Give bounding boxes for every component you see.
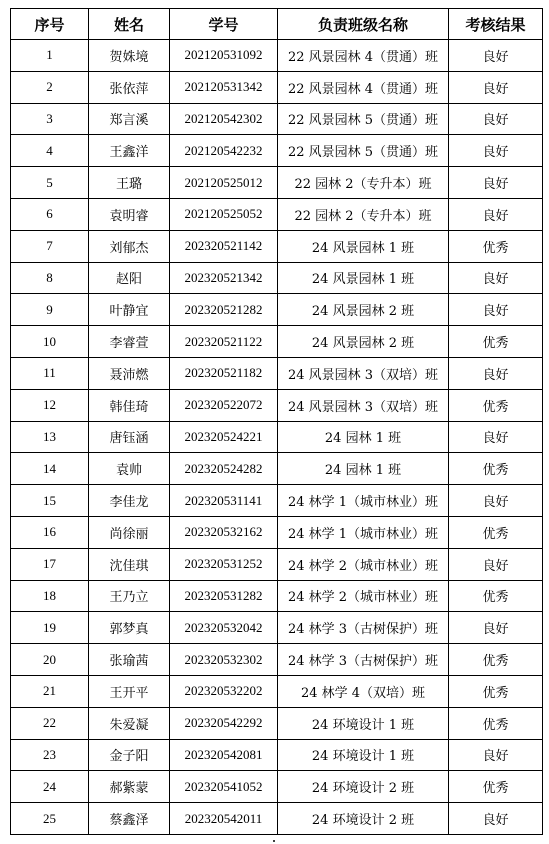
cell-class-name: 24 林学 2（城市林业）班 [278, 548, 449, 580]
header-student-id: 学号 [170, 9, 278, 40]
cell-result: 良好 [449, 485, 543, 517]
cell-result: 优秀 [449, 326, 543, 358]
cell-student-id: 202320542292 [170, 707, 278, 739]
header-row [11, 9, 543, 40]
cell-index: 1 [11, 40, 89, 72]
cell-student-id: 202320532042 [170, 612, 278, 644]
cell-name: 朱爱凝 [89, 707, 170, 739]
cell-result: 优秀 [449, 580, 543, 612]
cell-class-name: 24 林学 1（城市林业）班 [278, 516, 449, 548]
cell-class-name: 24 园林 1 班 [278, 421, 449, 453]
cell-class-name: 22 风景园林 5（贯通）班 [278, 135, 449, 167]
cell-name: 王璐 [89, 167, 170, 199]
cell-index: 25 [11, 803, 89, 835]
header-index: 序号 [11, 9, 89, 40]
cell-class-name: 22 园林 2（专升本）班 [278, 167, 449, 199]
cell-result: 优秀 [449, 516, 543, 548]
cell-class-name: 24 环境设计 1 班 [278, 739, 449, 771]
table-row [11, 739, 543, 771]
cell-result: 良好 [449, 40, 543, 72]
cell-name: 李睿萱 [89, 326, 170, 358]
cell-class-name: 24 风景园林 3（双培）班 [278, 389, 449, 421]
header-result: 考核结果 [449, 9, 543, 40]
cell-student-id: 202320541052 [170, 771, 278, 803]
cell-index: 15 [11, 485, 89, 517]
cell-class-name: 24 风景园林 1 班 [278, 262, 449, 294]
cell-student-id: 202120542232 [170, 135, 278, 167]
cell-index: 22 [11, 707, 89, 739]
table-row [11, 167, 543, 199]
table-row [11, 803, 543, 835]
cell-class-name: 24 林学 3（古树保护）班 [278, 612, 449, 644]
cell-index: 3 [11, 103, 89, 135]
table-row [11, 421, 543, 453]
cell-student-id: 202320521282 [170, 294, 278, 326]
cell-name: 郝紫蒙 [89, 771, 170, 803]
cell-name: 贺姝境 [89, 40, 170, 72]
table-row [11, 71, 543, 103]
cell-student-id: 202120525012 [170, 167, 278, 199]
cell-class-name: 24 风景园林 1 班 [278, 230, 449, 262]
cell-class-name: 22 风景园林 4（贯通）班 [278, 40, 449, 72]
cell-name: 聂沛燃 [89, 357, 170, 389]
cell-index: 17 [11, 548, 89, 580]
cell-result: 良好 [449, 262, 543, 294]
cell-index: 9 [11, 294, 89, 326]
cell-student-id: 202120531092 [170, 40, 278, 72]
table-row [11, 580, 543, 612]
cell-result: 良好 [449, 167, 543, 199]
table-row [11, 357, 543, 389]
cell-name: 郑言溪 [89, 103, 170, 135]
cell-class-name: 24 林学 2（城市林业）班 [278, 580, 449, 612]
cell-result: 良好 [449, 739, 543, 771]
cell-index: 10 [11, 326, 89, 358]
cell-result: 优秀 [449, 771, 543, 803]
table-row [11, 612, 543, 644]
cell-student-id: 202320532302 [170, 644, 278, 676]
table-row [11, 230, 543, 262]
cell-index: 12 [11, 389, 89, 421]
cell-name: 尚徐丽 [89, 516, 170, 548]
cell-name: 唐钰涵 [89, 421, 170, 453]
table-row [11, 262, 543, 294]
cell-student-id: 202320532162 [170, 516, 278, 548]
table-row [11, 485, 543, 517]
cell-class-name: 24 环境设计 2 班 [278, 803, 449, 835]
cell-student-id: 202320524282 [170, 453, 278, 485]
cell-student-id: 202320532202 [170, 675, 278, 707]
cell-student-id: 202320542081 [170, 739, 278, 771]
cell-result: 优秀 [449, 644, 543, 676]
cell-index: 16 [11, 516, 89, 548]
cell-student-id: 202320531252 [170, 548, 278, 580]
cell-name: 郭梦真 [89, 612, 170, 644]
cell-name: 袁明睿 [89, 198, 170, 230]
cell-student-id: 202320521142 [170, 230, 278, 262]
cell-result: 优秀 [449, 389, 543, 421]
cell-result: 良好 [449, 548, 543, 580]
cell-result: 良好 [449, 103, 543, 135]
cell-index: 11 [11, 357, 89, 389]
page-mark [273, 840, 275, 842]
cell-result: 优秀 [449, 675, 543, 707]
cell-name: 赵阳 [89, 262, 170, 294]
cell-result: 良好 [449, 803, 543, 835]
cell-class-name: 22 园林 2（专升本）班 [278, 198, 449, 230]
cell-name: 叶静宜 [89, 294, 170, 326]
cell-index: 4 [11, 135, 89, 167]
cell-result: 良好 [449, 357, 543, 389]
table-row [11, 548, 543, 580]
cell-name: 金子阳 [89, 739, 170, 771]
cell-name: 沈佳琪 [89, 548, 170, 580]
table-row [11, 103, 543, 135]
cell-index: 24 [11, 771, 89, 803]
cell-name: 李佳龙 [89, 485, 170, 517]
table-row [11, 675, 543, 707]
cell-student-id: 202120542302 [170, 103, 278, 135]
cell-result: 良好 [449, 71, 543, 103]
table-row [11, 198, 543, 230]
table-row [11, 453, 543, 485]
table-row [11, 135, 543, 167]
cell-name: 王鑫洋 [89, 135, 170, 167]
cell-index: 5 [11, 167, 89, 199]
cell-class-name: 24 环境设计 2 班 [278, 771, 449, 803]
cell-result: 良好 [449, 294, 543, 326]
cell-name: 韩佳琦 [89, 389, 170, 421]
cell-index: 8 [11, 262, 89, 294]
table-row [11, 389, 543, 421]
cell-class-name: 24 林学 1（城市林业）班 [278, 485, 449, 517]
cell-name: 蔡鑫泽 [89, 803, 170, 835]
cell-result: 优秀 [449, 453, 543, 485]
cell-student-id: 202320521182 [170, 357, 278, 389]
cell-student-id: 202120525052 [170, 198, 278, 230]
cell-result: 良好 [449, 421, 543, 453]
table-body [11, 40, 543, 835]
cell-result: 良好 [449, 135, 543, 167]
cell-class-name: 24 风景园林 3（双培）班 [278, 357, 449, 389]
cell-name: 王开平 [89, 675, 170, 707]
cell-student-id: 202320522072 [170, 389, 278, 421]
cell-index: 14 [11, 453, 89, 485]
cell-result: 优秀 [449, 707, 543, 739]
cell-class-name: 24 环境设计 1 班 [278, 707, 449, 739]
cell-index: 6 [11, 198, 89, 230]
cell-class-name: 22 风景园林 5（贯通）班 [278, 103, 449, 135]
cell-name: 张瑜茜 [89, 644, 170, 676]
cell-index: 13 [11, 421, 89, 453]
cell-index: 21 [11, 675, 89, 707]
cell-class-name: 24 林学 4（双培）班 [278, 675, 449, 707]
table-row [11, 516, 543, 548]
cell-class-name: 24 风景园林 2 班 [278, 326, 449, 358]
cell-name: 刘郁杰 [89, 230, 170, 262]
cell-student-id: 202320531141 [170, 485, 278, 517]
cell-name: 袁帅 [89, 453, 170, 485]
table-row [11, 771, 543, 803]
cell-class-name: 24 园林 1 班 [278, 453, 449, 485]
cell-student-id: 202320531282 [170, 580, 278, 612]
cell-index: 18 [11, 580, 89, 612]
header-class-name: 负责班级名称 [278, 9, 449, 40]
cell-student-id: 202320521342 [170, 262, 278, 294]
cell-name: 张依萍 [89, 71, 170, 103]
table-row [11, 326, 543, 358]
cell-index: 7 [11, 230, 89, 262]
table-row [11, 294, 543, 326]
table-row [11, 40, 543, 72]
cell-student-id: 202320524221 [170, 421, 278, 453]
cell-student-id: 202120531342 [170, 71, 278, 103]
cell-name: 王乃立 [89, 580, 170, 612]
table-row [11, 707, 543, 739]
cell-result: 良好 [449, 612, 543, 644]
cell-class-name: 24 林学 3（古树保护）班 [278, 644, 449, 676]
cell-index: 2 [11, 71, 89, 103]
cell-index: 20 [11, 644, 89, 676]
header-name: 姓名 [89, 9, 170, 40]
cell-index: 23 [11, 739, 89, 771]
cell-class-name: 24 风景园林 2 班 [278, 294, 449, 326]
cell-result: 优秀 [449, 230, 543, 262]
cell-index: 19 [11, 612, 89, 644]
cell-class-name: 22 风景园林 4（贯通）班 [278, 71, 449, 103]
cell-student-id: 202320521122 [170, 326, 278, 358]
assessment-table [10, 8, 543, 835]
cell-result: 良好 [449, 198, 543, 230]
cell-student-id: 202320542011 [170, 803, 278, 835]
table-row [11, 644, 543, 676]
